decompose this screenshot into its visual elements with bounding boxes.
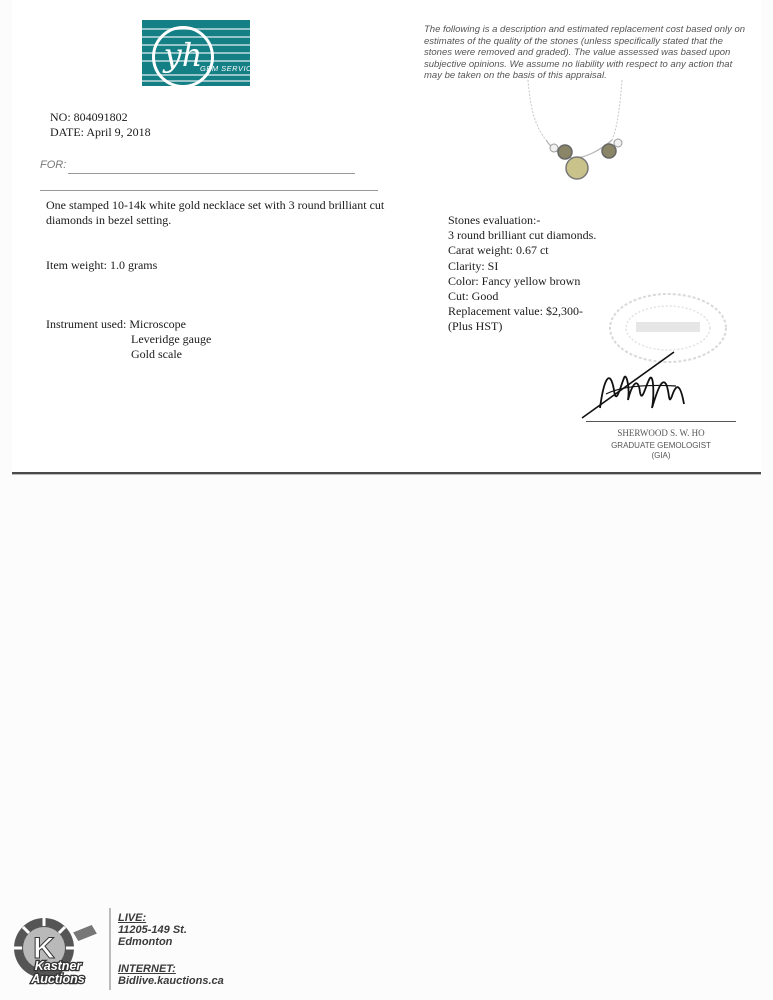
stone-line-count: 3 round brilliant cut diamonds. [448,228,597,243]
section-divider [40,190,378,191]
signature [580,348,700,423]
stones-heading: Stones evaluation:- [448,213,541,227]
for-label: FOR: [40,159,67,171]
for-underline [68,173,355,174]
footer-divider [109,908,111,990]
stone-line-tax: (Plus HST) [448,319,503,334]
gemologist-title-line: GRADUATE GEMOLOGIST [611,441,711,450]
gemologist-name: SHERWOOD S. W. HO [617,428,705,438]
stone-line-cut: Cut: Good [448,289,499,304]
certificate-number: NO: 804091802 [50,110,128,124]
auction-address: 11205-149 St. [118,924,187,936]
yh-gem-services-logo [142,20,263,86]
item-description: One stamped 10-14k white gold necklace set with 3 round brilliant cut diamonds in bezel setting. [46,198,385,227]
svg-text:K: K [33,932,55,965]
stones-evaluation [448,213,596,335]
necklace-photo [510,80,640,190]
live-label: LIVE: [118,912,147,924]
stone-line-carat: Carat weight: 0.67 ct [448,243,549,258]
footer-live-block [118,912,187,948]
instrument-item: Gold scale [131,347,182,361]
stone-line-value: Replacement value: $2,300- [448,304,583,319]
gemologist-credential: (GIA) [651,451,671,460]
instrument-label: Instrument used: Microscope [46,317,186,331]
footer-internet-block [118,963,224,987]
logo-monogram: yh [152,26,214,88]
bidlive-url[interactable]: Bidlive.kauctions.ca [118,975,224,987]
stone-line-color: Color: Fancy yellow brown [448,273,581,288]
appraisal-certificate [12,0,761,474]
signature-line [586,421,736,422]
kastner-wordmark-bottom: Auctions [31,972,85,986]
auction-city: Edmonton [118,936,173,948]
gemologist-title [586,441,736,461]
internet-label: INTERNET: [118,963,176,975]
instruments-used [46,317,211,362]
disclaimer-text: The following is a description and estimated replacement cost based only on estimates of the quality of the stones (unless specifically stated that the stones were removed and graded). The value assessed was based upon subjective opinions. We assume no liability with respect to any action that may be taken on the basis of this appraisal. [424,24,746,81]
stone-line-clarity: Clarity: SI [448,258,499,273]
item-weight: Item weight: 1.0 grams [46,258,158,272]
kastner-wordmark-top: Kastner [34,959,82,973]
instrument-item: Leveridge gauge [131,332,212,346]
certificate-date: DATE: April 9, 2018 [50,125,151,139]
logo-subtitle: GEM SERVICES [200,64,263,73]
kastner-auctions-logo [6,912,106,988]
